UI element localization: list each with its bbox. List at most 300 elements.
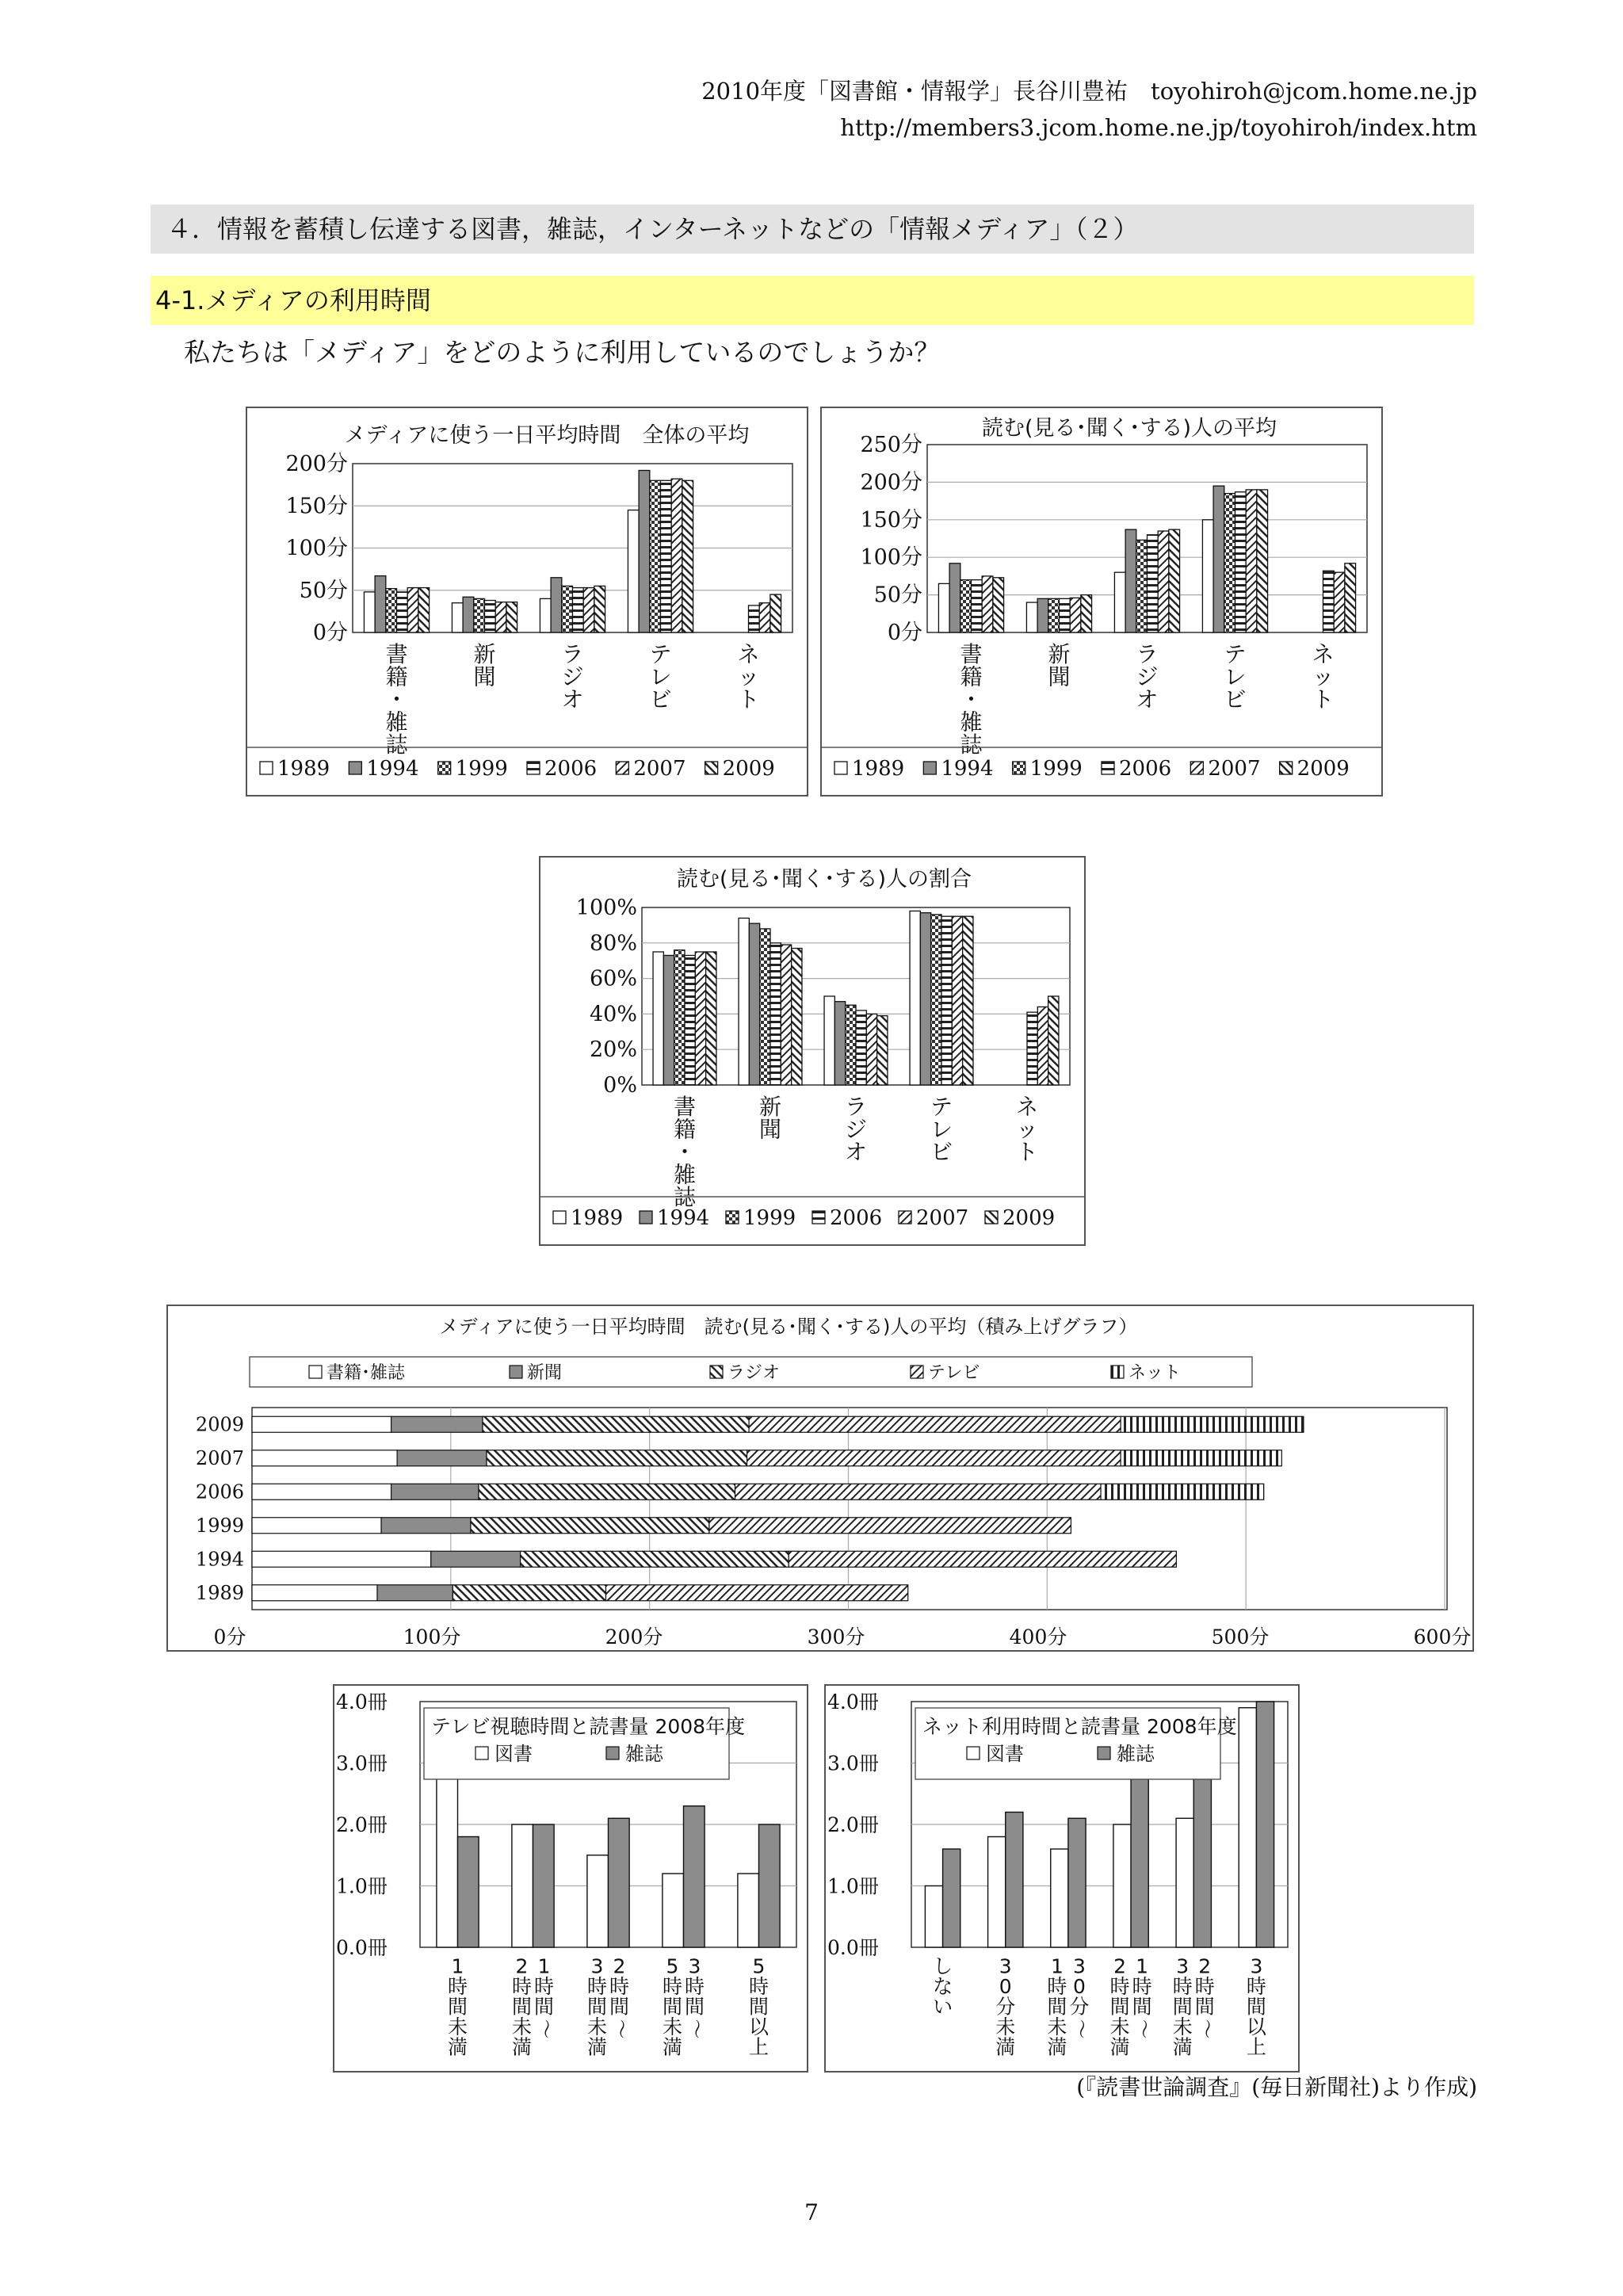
bar	[770, 594, 781, 632]
svg-text:間: 間	[748, 1995, 769, 2019]
chart-title: 読む(見る･聞く･する)人の割合	[676, 867, 972, 892]
svg-text:ラ: ラ	[844, 1093, 868, 1120]
legend-swatch	[1013, 762, 1025, 774]
svg-text:分: 分	[995, 1995, 1016, 2019]
bar	[512, 1824, 533, 1947]
bar	[506, 602, 517, 632]
svg-text:ビ: ビ	[930, 1138, 953, 1165]
svg-text:～: ～	[685, 2019, 708, 2039]
x-tick-label	[933, 1954, 953, 2018]
bar	[982, 576, 993, 632]
svg-text:雑: 雑	[960, 709, 983, 735]
svg-text:～: ～	[1070, 2019, 1094, 2039]
chart-title: ネット利用時間と読書量 2008年度	[922, 1715, 1237, 1738]
svg-text:時: 時	[511, 1974, 533, 1998]
legend-swatch	[812, 1211, 825, 1224]
bar-segment	[749, 1416, 1121, 1432]
svg-text:間: 間	[1172, 1995, 1193, 2019]
bar	[993, 578, 1004, 632]
svg-text:満: 満	[662, 2035, 683, 2059]
svg-text:未: 未	[511, 2015, 533, 2038]
y-tick-label: 60%	[589, 966, 637, 991]
legend-swatch	[553, 1211, 566, 1224]
y-tick-label: 150分	[285, 494, 348, 519]
y-tick-label: 4.0冊	[336, 1690, 388, 1713]
bar	[1176, 1818, 1193, 1947]
legend-label: 1994	[657, 1206, 710, 1230]
x-tick-label: 200分	[605, 1626, 663, 1648]
svg-text:籍: 籍	[960, 663, 983, 690]
svg-text:聞: 聞	[1048, 663, 1071, 690]
bar	[1048, 996, 1059, 1085]
svg-text:3: 3	[1250, 1954, 1263, 1978]
plot-area	[252, 1408, 1447, 1610]
svg-text:間: 間	[662, 1995, 683, 2019]
bar	[1037, 1007, 1048, 1085]
svg-text:雑: 雑	[385, 709, 408, 735]
svg-text:時: 時	[1109, 1974, 1130, 1998]
svg-text:時: 時	[1172, 1974, 1193, 1998]
bar	[495, 602, 506, 632]
bar	[1239, 1708, 1256, 1947]
svg-text:以: 以	[1246, 2015, 1266, 2038]
svg-text:ト: ト	[1015, 1138, 1039, 1165]
bar-segment	[1101, 1484, 1264, 1499]
legend-swatch	[1102, 762, 1114, 774]
x-tick-label	[1312, 641, 1334, 712]
y-tick-label: 2.0冊	[827, 1813, 879, 1836]
bar	[458, 1837, 479, 1948]
bar-segment	[709, 1518, 1071, 1534]
x-tick-label: 500分	[1211, 1626, 1270, 1648]
bar	[706, 952, 716, 1085]
bar	[856, 1010, 866, 1085]
svg-text:聞: 聞	[473, 663, 496, 690]
svg-text:未: 未	[1047, 2015, 1067, 2038]
y-tick-label: 0%	[603, 1073, 637, 1098]
bar	[1148, 535, 1159, 632]
legend-label: 雑誌	[1117, 1743, 1155, 1765]
x-tick-label	[737, 641, 759, 712]
bar-segment	[453, 1585, 605, 1601]
legend-label: 2007	[1208, 757, 1261, 781]
bar-segment	[747, 1450, 1121, 1466]
bar	[738, 1874, 759, 1947]
legend-label: 1999	[1029, 757, 1083, 781]
bar-segment	[397, 1450, 487, 1466]
bar	[562, 586, 573, 632]
svg-text:レ: レ	[930, 1116, 953, 1143]
legend-swatch	[899, 1211, 911, 1224]
legend-swatch	[1280, 762, 1293, 774]
svg-text:2: 2	[1113, 1954, 1127, 1978]
svg-text:満: 満	[447, 2035, 468, 2059]
bar-segment	[483, 1416, 749, 1432]
bar	[1202, 520, 1213, 632]
x-tick-label	[960, 641, 983, 758]
bar	[749, 606, 760, 632]
x-tick-label	[473, 641, 495, 690]
svg-text:間: 間	[1047, 1995, 1067, 2019]
bar	[941, 916, 952, 1085]
svg-text:時: 時	[533, 1974, 555, 1998]
bar	[594, 586, 605, 632]
svg-text:時: 時	[447, 1974, 468, 1998]
bar-segment	[789, 1551, 1176, 1567]
svg-text:オ: オ	[844, 1138, 868, 1165]
legend-swatch	[510, 1366, 522, 1378]
svg-text:間: 間	[511, 1995, 533, 2019]
legend-swatch	[527, 762, 540, 774]
chart-title: 読む(見る･聞く･する)人の平均	[981, 416, 1277, 441]
y-tick-label: 2007	[195, 1446, 244, 1469]
bar	[540, 598, 551, 632]
svg-text:雑: 雑	[673, 1161, 697, 1188]
svg-text:満: 満	[1047, 2035, 1067, 2059]
y-tick-label: 3.0冊	[336, 1752, 388, 1775]
bar	[663, 955, 674, 1085]
svg-text:新: 新	[1048, 640, 1071, 667]
bar	[1051, 1849, 1068, 1947]
svg-text:3: 3	[999, 1954, 1012, 1978]
y-tick-label: 1999	[195, 1514, 244, 1537]
chart-users-average-time	[820, 407, 1383, 797]
svg-text:2: 2	[515, 1954, 529, 1978]
header-line-2: http://members3.jcom.home.ne.jp/toyohiroh/index.htm	[840, 114, 1477, 141]
bar	[846, 1005, 856, 1085]
legend-label: 1994	[941, 757, 994, 781]
bar	[628, 510, 639, 632]
bar	[1213, 486, 1224, 632]
svg-text:未: 未	[447, 2015, 468, 2038]
bar-segment	[252, 1416, 391, 1432]
bar	[1169, 529, 1180, 632]
bar	[1131, 1769, 1148, 1947]
svg-text:ト: ト	[737, 686, 760, 712]
svg-text:新: 新	[473, 640, 496, 667]
bar-segment	[252, 1551, 431, 1567]
chart-net-vs-reading	[824, 1684, 1300, 2073]
svg-text:時: 時	[586, 1974, 608, 1998]
bar	[910, 911, 920, 1085]
legend-swatch	[1190, 762, 1203, 774]
legend-swatch	[923, 762, 936, 774]
bar	[760, 929, 770, 1085]
chart-tv-vs-reading	[333, 1684, 808, 2073]
chart-stacked-time	[166, 1305, 1474, 1652]
svg-text:時: 時	[1047, 1974, 1067, 1998]
svg-text:ラ: ラ	[1136, 640, 1159, 667]
y-tick-label: 0.0冊	[336, 1936, 388, 1959]
legend-label: 2007	[916, 1206, 969, 1230]
svg-text:ネ: ネ	[1312, 640, 1335, 667]
bar	[877, 1016, 888, 1085]
svg-text:時: 時	[1132, 1974, 1152, 1998]
svg-text:未: 未	[995, 2015, 1016, 2038]
svg-text:ラ: ラ	[561, 640, 584, 667]
svg-text:ジ: ジ	[561, 663, 584, 690]
svg-text:1: 1	[451, 1954, 464, 1978]
svg-text:～: ～	[1132, 2019, 1156, 2039]
x-tick-label	[1048, 641, 1070, 690]
svg-text:0: 0	[999, 1974, 1012, 1998]
legend-label: 図書	[986, 1743, 1024, 1765]
bar	[587, 1855, 609, 1947]
bar	[418, 588, 430, 632]
bar-segment	[1121, 1416, 1304, 1432]
legend-swatch	[834, 762, 847, 774]
svg-text:オ: オ	[1136, 686, 1159, 712]
y-tick-label: 1.0冊	[827, 1874, 879, 1898]
y-tick-label: 250分	[860, 433, 922, 457]
section-title: ４．情報を蓄積し伝達する図書，雑誌，インターネットなどの「情報メディア」（２）	[151, 204, 1474, 254]
x-tick-label	[674, 1094, 697, 1210]
header-line-1: 2010年度「図書館・情報学」長谷川豊祐 toyohiroh@jcom.home.ne.jp	[701, 78, 1477, 105]
x-tick-label: 600分	[1413, 1626, 1472, 1648]
legend-label: 2006	[544, 757, 598, 781]
svg-text:し: し	[933, 1954, 953, 1978]
legend-label: 1989	[571, 1206, 624, 1230]
bar	[684, 1806, 705, 1947]
svg-text:上: 上	[748, 2035, 769, 2059]
legend-label: テレビ	[928, 1363, 980, 1383]
bar	[1026, 602, 1037, 632]
bar	[1037, 598, 1048, 632]
chart-title: メディアに使う一日平均時間 全体の平均	[344, 423, 750, 448]
bar	[972, 580, 983, 632]
svg-text:間: 間	[1132, 1995, 1152, 2019]
legend-swatch	[967, 1747, 980, 1759]
svg-text:ジ: ジ	[1136, 663, 1159, 690]
legend-swatch	[985, 1211, 998, 1224]
legend-label: ラジオ	[727, 1363, 781, 1383]
chart-title: テレビ視聴時間と読書量 2008年度	[431, 1715, 746, 1738]
legend-label: 1999	[743, 1206, 796, 1230]
x-tick-label	[759, 1094, 781, 1143]
bar-segment	[252, 1518, 381, 1534]
svg-text:1: 1	[1136, 1954, 1149, 1978]
bar-segment	[431, 1551, 521, 1567]
svg-text:間: 間	[533, 1995, 555, 2019]
svg-text:上: 上	[1246, 2035, 1266, 2059]
bar	[1006, 1813, 1023, 1948]
bar-segment	[377, 1585, 453, 1601]
svg-text:3: 3	[590, 1954, 604, 1978]
bar	[674, 950, 685, 1085]
svg-text:テ: テ	[1224, 640, 1247, 667]
bar	[988, 1837, 1006, 1948]
bar	[386, 589, 397, 632]
svg-text:誌: 誌	[385, 732, 408, 758]
legend-swatch	[726, 1211, 739, 1224]
bar	[1027, 1012, 1037, 1085]
bar-segment	[252, 1484, 391, 1499]
svg-text:5: 5	[752, 1954, 766, 1978]
chart-title: メディアに使う一日平均時間 読む(見る･聞く･する)人の平均（積み上げグラフ）	[439, 1316, 1138, 1338]
bar-segment	[381, 1518, 471, 1534]
svg-text:間: 間	[447, 1995, 468, 2019]
svg-text:テ: テ	[930, 1093, 953, 1120]
svg-text:聞: 聞	[758, 1116, 782, 1143]
svg-text:以: 以	[748, 2015, 769, 2038]
legend-swatch	[349, 762, 361, 774]
svg-text:未: 未	[1109, 2015, 1130, 2038]
svg-text:誌: 誌	[960, 732, 983, 758]
bar	[1068, 1818, 1086, 1947]
svg-text:籍: 籍	[385, 663, 408, 690]
bar	[952, 916, 962, 1085]
svg-text:1: 1	[537, 1954, 551, 1978]
subsection-title: 4-1.メディアの利用時間	[151, 276, 1474, 325]
bar-segment	[605, 1585, 907, 1601]
bar	[463, 597, 474, 632]
svg-text:間: 間	[1246, 1995, 1266, 2019]
bar	[1193, 1757, 1211, 1947]
svg-text:な: な	[933, 1974, 953, 1998]
bar	[653, 952, 663, 1085]
svg-text:ッ: ッ	[1015, 1116, 1039, 1143]
bar	[1114, 572, 1125, 632]
bar	[671, 479, 682, 632]
svg-text:間: 間	[586, 1995, 608, 2019]
y-tick-label: 1.0冊	[336, 1874, 388, 1898]
svg-text:書: 書	[673, 1093, 697, 1120]
y-tick-label: 2.0冊	[336, 1813, 388, 1836]
x-tick-label	[845, 1094, 867, 1165]
legend-label: 1999	[455, 757, 508, 781]
legend-swatch	[475, 1747, 488, 1759]
bar-segment	[391, 1416, 483, 1432]
y-tick-label: 150分	[860, 507, 922, 533]
svg-text:時: 時	[748, 1974, 769, 1998]
bar	[1345, 563, 1356, 632]
svg-text:ジ: ジ	[844, 1116, 868, 1143]
bar	[834, 1002, 845, 1085]
legend-swatch	[616, 762, 628, 774]
y-tick-label: 80%	[589, 930, 637, 956]
x-tick-label	[1224, 641, 1246, 712]
chart-overall-average-time	[246, 407, 808, 797]
svg-text:間: 間	[1194, 1995, 1215, 2019]
bar	[551, 578, 562, 632]
y-tick-label: 0分	[312, 621, 348, 645]
bar	[685, 955, 695, 1085]
x-tick-label	[561, 641, 583, 712]
y-tick-label: 100分	[860, 545, 922, 571]
bar	[1113, 1824, 1131, 1947]
bar	[1048, 598, 1060, 632]
bar	[682, 480, 693, 632]
legend-label: ネット	[1128, 1363, 1182, 1383]
svg-text:時: 時	[662, 1974, 683, 1998]
legend-swatch	[710, 1366, 723, 1378]
bar	[931, 915, 941, 1085]
x-tick-label: 0分	[213, 1626, 246, 1648]
bar	[639, 471, 650, 632]
bar	[866, 1014, 876, 1085]
svg-text:満: 満	[1109, 2035, 1130, 2059]
y-tick-label: 100%	[575, 896, 637, 920]
svg-text:3: 3	[688, 1954, 701, 1978]
svg-text:新: 新	[758, 1093, 782, 1120]
bar-segment	[487, 1450, 747, 1466]
legend-label: 2006	[1119, 757, 1172, 781]
bar	[759, 1824, 781, 1947]
svg-text:未: 未	[586, 2015, 608, 2038]
svg-text:時: 時	[1194, 1974, 1215, 1998]
svg-text:満: 満	[511, 2035, 533, 2059]
bar	[583, 588, 594, 632]
legend-label: 図書	[495, 1743, 533, 1765]
y-tick-label: 2006	[195, 1480, 244, 1503]
legend-label: 1989	[277, 757, 330, 781]
svg-text:誌: 誌	[673, 1184, 697, 1211]
svg-text:0: 0	[1072, 1974, 1086, 1998]
svg-text:書: 書	[385, 640, 408, 667]
svg-text:満: 満	[586, 2035, 608, 2059]
svg-text:ッ: ッ	[737, 663, 760, 690]
legend-swatch	[260, 762, 273, 774]
svg-text:ビ: ビ	[1224, 686, 1247, 712]
bar	[533, 1824, 555, 1947]
legend-label: 2009	[722, 757, 775, 781]
svg-text:間: 間	[609, 1995, 630, 2019]
y-tick-label: 200分	[285, 452, 348, 476]
y-tick-label: 20%	[589, 1037, 637, 1063]
bar	[663, 1874, 684, 1947]
bar	[759, 603, 770, 632]
svg-text:ッ: ッ	[1312, 663, 1335, 690]
legend-label: 書籍･雑誌	[327, 1363, 406, 1383]
svg-text:間: 間	[684, 1995, 705, 2019]
y-tick-label: 100分	[285, 536, 348, 561]
svg-text:レ: レ	[649, 663, 672, 690]
bar	[1125, 529, 1136, 632]
y-tick-label: 1994	[195, 1548, 244, 1571]
y-tick-label: 50分	[299, 578, 348, 603]
x-tick-label: 400分	[1009, 1626, 1067, 1648]
bar	[650, 480, 661, 632]
y-tick-label: 40%	[589, 1002, 637, 1027]
bar	[1136, 540, 1148, 632]
y-tick-label: 200分	[860, 470, 922, 495]
bar	[943, 1849, 960, 1947]
y-tick-label: 50分	[873, 583, 922, 608]
legend-label: 雑誌	[625, 1743, 663, 1765]
bar-segment	[1121, 1450, 1281, 1466]
y-tick-label: 3.0冊	[827, 1752, 879, 1775]
bar	[437, 1769, 458, 1947]
svg-text:書: 書	[960, 640, 983, 667]
bar	[661, 480, 672, 632]
bar-segment	[471, 1518, 709, 1534]
bar	[781, 945, 791, 1085]
legend-swatch	[640, 1211, 652, 1224]
svg-text:分: 分	[1069, 1995, 1090, 2019]
intro-text: 私たちは「メディア」をどのように利用しているのでしょうか？	[184, 337, 941, 368]
legend-label: 1989	[852, 757, 905, 781]
svg-text:ト: ト	[1312, 686, 1335, 712]
svg-text:時: 時	[684, 1974, 705, 1998]
bar	[1246, 490, 1257, 632]
legend-label: 2007	[633, 757, 686, 781]
bar	[375, 576, 386, 632]
svg-text:2: 2	[613, 1954, 626, 1978]
x-tick-label	[385, 641, 408, 758]
y-tick-label: 0分	[887, 621, 922, 645]
svg-text:満: 満	[995, 2035, 1016, 2059]
bar	[1257, 490, 1268, 632]
